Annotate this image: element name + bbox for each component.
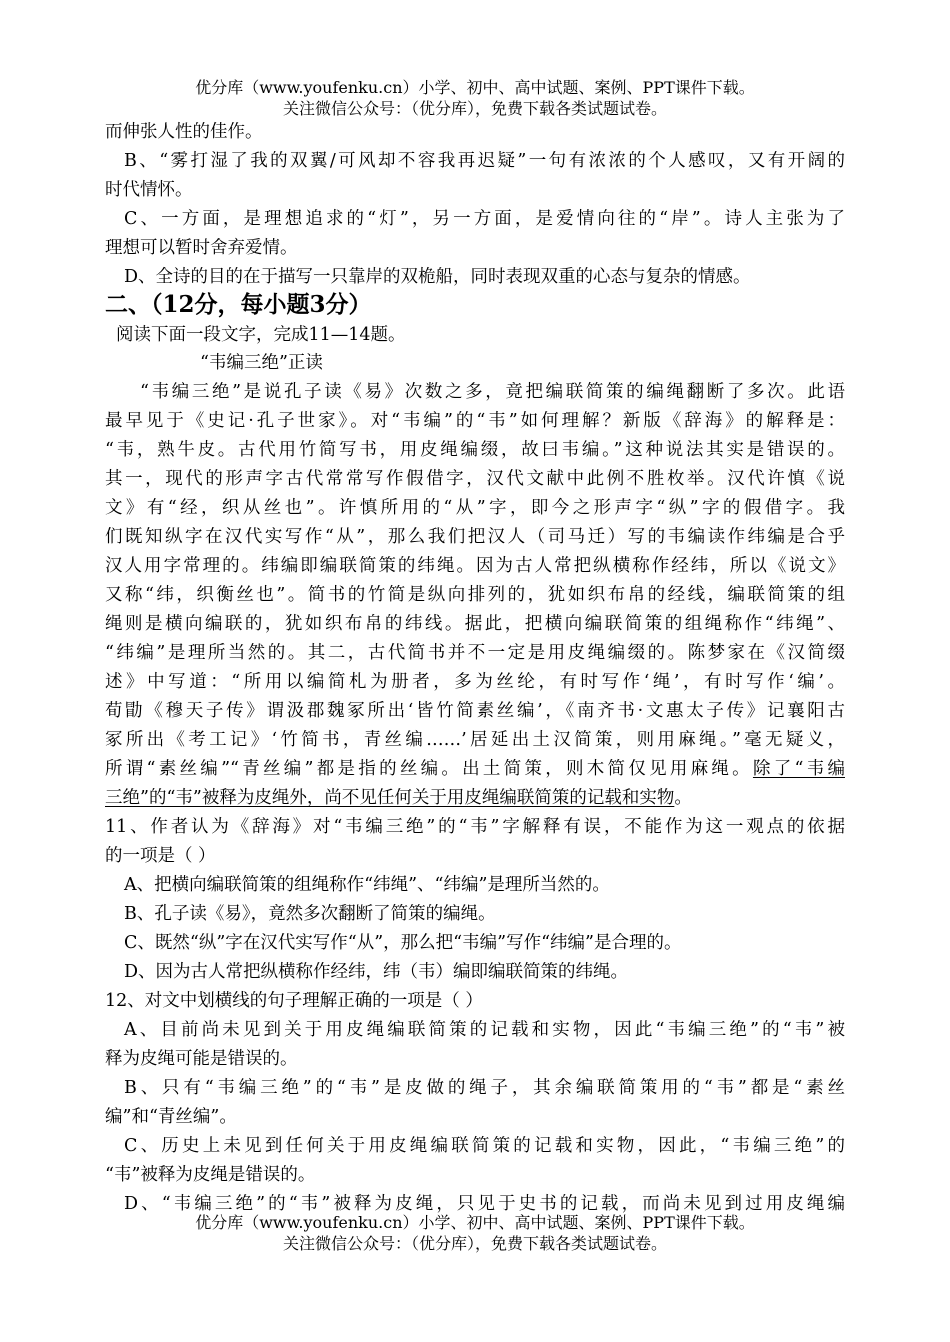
footer-line-2: 关注微信公众号：（优分库），免费下载各类试题试卷。 [282,1234,667,1253]
question-12-option-c-line-1: C、历史上未见到任何关于用皮绳编联简策的记载和实物，因此，“韦编三绝”的 [124,1136,845,1156]
prev-option-b-line-1: B、“雾打湿了我的双翼/可风却不容我再迟疑”一句有浓浓的个人感叹，又有开阔的 [124,151,845,171]
question-12-option-b-line-2: 编”和“青丝编”。 [105,1107,237,1127]
question-12-option-c-line-2: “韦”被释为皮绳是错误的。 [105,1165,316,1185]
passage-text: 。 [674,788,692,808]
passage-line: “纬编”是理所当然的。其二，古代简书并不一定是用皮绳编缀的。陈梦家在《汉简缀 [105,643,845,663]
section-instruction: 阅读下面一段文字，完成11—14题。 [116,325,406,345]
prev-option-c-line-1: C、一方面，是理想追求的“灯”，另一方面，是爱情向往的“岸”。诗人主张为了 [124,209,845,229]
passage-line: 汉人用字常理的。纬编即编联简策的纬绳。因为古人常把纵横称作经纬，所以《说文》 [105,556,845,576]
passage-line: 绳则是横向编联的，犹如织布帛的纬线。据此，把横向编联简策的组绳称作“纬绳”、 [105,614,845,634]
question-11-option-c: C、既然“纵”字在汉代实写作“从”，那么把“韦编”写作“纬编”是合理的。 [124,933,682,953]
question-12-stem: 12、对文中划横线的句子理解正确的一项是（ ） [105,991,483,1011]
underlined-sentence-start: 除了“韦编 [752,759,845,779]
question-12-option-a-line-1: A、目前尚未见到关于用皮绳编联简策的记载和实物，因此“韦编三绝”的“韦”被 [124,1020,845,1040]
passage-line: “韦，熟牛皮。古代用竹简写书，用皮绳编缀，故曰韦编。”这种说法其实是错误的。 [105,440,845,460]
prev-option-c-line-2: 理想可以暂时舍弃爱情。 [105,238,298,258]
passage-line: 荀勖《穆天子传》谓汲郡魏冢所出‘皆竹简素丝编’，《南齐书·文惠太子传》记襄阳古 [105,701,845,721]
question-12-option-a-line-2: 释为皮绳可能是错误的。 [105,1049,298,1069]
question-12-option-d-line-1: D、“韦编三绝”的“韦”被释为皮绳，只见于史书的记载，而尚未见到过用皮绳编 [124,1194,845,1214]
question-12-option-b-line-1: B、只有“韦编三绝”的“韦”是皮做的绳子，其余编联简策用的“韦”都是“素丝 [124,1078,845,1098]
question-11-stem-line-1: 11、作者认为《辞海》对“韦编三绝”的“韦”字解释有误，不能作为这一观点的依据 [105,817,845,837]
passage-title: “韦编三绝”正读 [200,353,323,373]
section-heading: 二、（12分，每小题3分） [105,291,372,318]
header-line-1: 优分库（www.youfenku.cn）小学、初中、高中试题、案例、PPT课件下载。 [195,78,755,97]
footer-line-1: 优分库（www.youfenku.cn）小学、初中、高中试题、案例、PPT课件下载。 [195,1213,755,1232]
underlined-sentence-end: 三绝”的“韦”被释为皮绳外，尚不见任何关于用皮绳编联简策的记载和实物 [105,788,675,808]
prev-option-d: D、全诗的目的在于描写一只靠岸的双桅船，同时表现双重的心态与复杂的情感。 [124,267,751,287]
passage-text: 所谓“素丝编”“青丝编”都是指的丝编。出土简策，则木简仅见用麻绳。 [105,759,753,779]
question-11-option-a: A、把横向编联简策的组绳称作“纬绳”、“纬编”是理所当然的。 [124,875,610,895]
passage-line: 们既知纵字在汉代实写作“从”，那么我们把汉人（司马迁）写的韦编读作纬编是合乎 [105,527,845,547]
passage-line: 文》有“经，织从丝也”。许慎所用的“从”字，即今之形声字“纵”字的假借字。我 [105,498,845,518]
question-11-option-d: D、因为古人常把纵横称作经纬，纬（韦）编即编联简策的纬绳。 [124,962,629,982]
question-11-stem-line-2: 的一项是（ ） [105,846,216,866]
passage-line: “韦编三绝”是说孔子读《易》次数之多，竟把编联简策的编绳翻断了多次。此语 [140,382,845,402]
passage-line: 又称“纬，织衡丝也”。简书的竹简是纵向排列的，犹如织布帛的经线，编联简策的组 [105,585,845,605]
passage-line: 最早见于《史记·孔子世家》。对“韦编”的“韦”如何理解？新版《辞海》的解释是： [105,411,845,431]
passage-line: 述》中写道：“所用以编简札为册者，多为丝纶，有时写作‘绳’，有时写作‘编’。 [105,672,845,692]
passage-line-15 [105,784,845,812]
header-line-2: 关注微信公众号：（优分库），免费下载各类试题试卷。 [282,99,667,118]
prev-option-a-tail: 而伸张人性的佳作。 [105,122,263,142]
passage-line: 冢所出《考工记》‘竹简书，青丝编……’居延出土汉简策，则用麻绳。”毫无疑义， [105,730,845,750]
passage-line: 其一，现代的形声字古代常常写作假借字，汉代文献中此例不胜枚举。汉代许慎《说 [105,469,845,489]
prev-option-b-line-2: 时代情怀。 [105,180,193,200]
question-11-option-b: B、孔子读《易》，竟然多次翻断了简策的编绳。 [124,904,496,924]
passage-line-14 [105,755,845,783]
